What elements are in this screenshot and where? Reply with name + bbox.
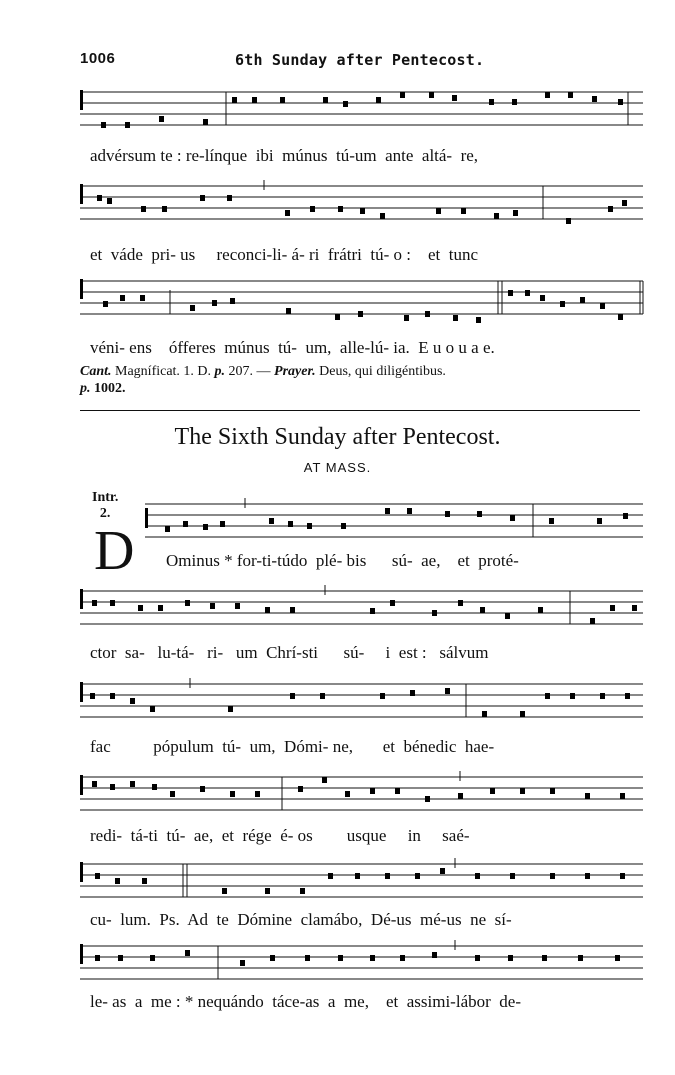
music-staff	[145, 498, 645, 548]
page-ref-label-2: p.	[80, 381, 91, 396]
music-staff	[80, 585, 645, 635]
top-chant-lyric-line-1: advérsum te : re-línque ibi múnus tú-um ante altá- re,	[90, 146, 479, 165]
running-title: 6th Sunday after Pentecost.	[235, 51, 485, 69]
page-ref-label-1: p.	[214, 364, 226, 379]
top-chant-lyric-line-3: véni- ens ófferes múnus tú- um, alle-lú- ia. E u o u a e.	[90, 338, 495, 357]
page-number: 1006	[80, 50, 116, 67]
prayer-text: Deus, qui diligéntibus.	[319, 364, 446, 379]
section-subtitle: AT MASS.	[303, 460, 372, 475]
music-staff	[80, 275, 645, 325]
dash: —	[256, 364, 271, 379]
page-ref-2: 1002.	[94, 381, 126, 396]
introit-lyric-line-3: fac pópulum tú- um, Dómi- ne, et bénedic hae-	[90, 737, 495, 756]
introit-lyric-line-6: le- as a me : * nequándo táce-as a me, et assimi-lábor de-	[90, 992, 521, 1011]
canticle-note	[80, 363, 640, 397]
introit-lyric-line-2: ctor sa- lu-tá- ri- um Chrí-sti sú- i est : sálvum	[90, 643, 489, 662]
music-staff	[80, 940, 645, 990]
cant-text: Magníficat. 1. D.	[115, 364, 212, 379]
introit-lyric-line-5: cu- lum. Ps. Ad te Dómine clamábo, Dé-us mé-us ne sí-	[90, 910, 512, 929]
music-staff	[80, 180, 645, 230]
cant-label: Cant.	[80, 364, 112, 379]
introit-lyric-line-1: Ominus * for-ti-túdo plé- bis sú- ae, et proté-	[166, 551, 519, 570]
intr-label: Intr.	[92, 490, 119, 505]
music-staff	[80, 86, 645, 136]
drop-cap-initial: D	[94, 520, 135, 582]
section-divider	[80, 410, 640, 411]
music-staff	[80, 858, 645, 908]
section-title: The Sixth Sunday after Pentecost.	[174, 424, 501, 450]
introit-lyric-line-4: redi- tá-ti tú- ae, et rége é- os usque in saé-	[90, 826, 470, 845]
music-staff	[80, 678, 645, 728]
prayer-label: Prayer.	[274, 364, 316, 379]
introit-label	[92, 490, 118, 522]
top-chant-lyric-line-2: et váde pri- us reconci-li- á- ri frátri tú- o : et tunc	[90, 245, 479, 264]
music-staff	[80, 771, 645, 821]
intr-mode: 2.	[99, 506, 111, 521]
page-ref-1: 207.	[228, 364, 254, 379]
